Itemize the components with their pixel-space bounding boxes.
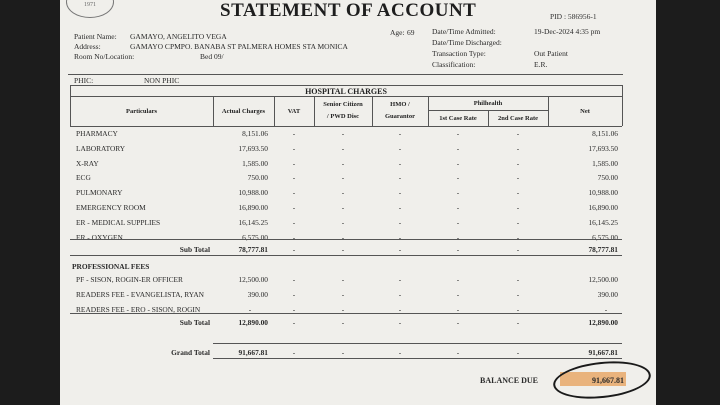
- hospital-row-dash-2: -: [398, 173, 402, 182]
- age-label: Age:: [390, 28, 405, 37]
- classification-label: Classification:: [432, 60, 476, 69]
- hospital-row-dash-0: -: [292, 218, 296, 227]
- hospital-row-name: LABORATORY: [76, 144, 126, 153]
- grand-total-label: Grand Total: [171, 348, 210, 357]
- rule-prof-section: [70, 255, 622, 256]
- col-vat: VAT: [287, 108, 301, 115]
- pid: [550, 12, 597, 21]
- prof-row-dash-4: -: [516, 305, 520, 314]
- hospital-row-dash-3: -: [456, 188, 460, 197]
- col-hmo: HMO /: [390, 101, 410, 108]
- rule-grand-total-top: [213, 343, 622, 344]
- hospital-row-actual: 10,988.00: [238, 188, 268, 197]
- prof-row-net: -: [604, 305, 608, 314]
- transaction-value: Out Patient: [534, 49, 568, 58]
- hospital-row-net: 10,988.00: [588, 188, 618, 197]
- table-right-border: [622, 85, 623, 126]
- prof-row-dash-0: -: [292, 290, 296, 299]
- hospital-row-net: 16,145.25: [588, 218, 618, 227]
- grand-total-dash-2: -: [398, 348, 402, 357]
- prof-subtotal-net: 12,890.00: [588, 318, 618, 327]
- address-label: Address:: [74, 42, 101, 51]
- age-value: 69: [407, 28, 415, 37]
- hospital-row-dash-4: -: [516, 203, 520, 212]
- hospital-subtotal-dash-1: -: [341, 245, 345, 254]
- transaction-label: Transaction Type:: [432, 49, 486, 58]
- hospital-row-dash-3: -: [456, 218, 460, 227]
- hospital-row-net: 17,693.50: [588, 144, 618, 153]
- hospital-row-dash-2: -: [398, 188, 402, 197]
- hospital-row-name: PULMONARY: [76, 188, 123, 197]
- hospital-row-dash-0: -: [292, 144, 296, 153]
- hospital-row-net: 1,585.00: [592, 159, 618, 168]
- prof-row-dash-1: -: [341, 290, 345, 299]
- hospital-row-actual: 16,890.00: [238, 203, 268, 212]
- prof-row-net: 12,500.00: [588, 275, 618, 284]
- prof-row-dash-3: -: [456, 290, 460, 299]
- hospital-row-net: 6,575.00: [592, 233, 618, 242]
- hospital-row-dash-4: -: [516, 159, 520, 168]
- prof-row-dash-0: -: [292, 305, 296, 314]
- hospital-row-dash-1: -: [341, 173, 345, 182]
- hospital-row-dash-1: -: [341, 129, 345, 138]
- prof-row-net: 390.00: [597, 290, 618, 299]
- hospital-row-actual: 6,575.00: [242, 233, 268, 242]
- hospital-subtotal-dash-0: -: [292, 245, 296, 254]
- prof-subtotal-dash-1: -: [341, 318, 345, 327]
- phic-value: NON PHIC: [144, 76, 180, 85]
- room-label: Room No/Location:: [74, 52, 135, 61]
- hospital-row-actual: 1,585.00: [242, 159, 268, 168]
- prof-row-actual: -: [248, 305, 252, 314]
- col-first-case-rate: 1st Case Rate: [439, 115, 477, 122]
- table-top-border: [70, 85, 622, 86]
- col-philhealth: Philhealth: [473, 100, 503, 107]
- col-second-case-rate: 2nd Case Rate: [497, 115, 539, 122]
- hospital-row-dash-4: -: [516, 233, 520, 242]
- hospital-row-dash-2: -: [398, 159, 402, 168]
- circled-annotation: [551, 357, 652, 403]
- hospital-row-dash-2: -: [398, 129, 402, 138]
- hospital-row-dash-2: -: [398, 203, 402, 212]
- rule-top: [68, 74, 623, 75]
- hospital-row-name: ER - MEDICAL SUPPLIES: [76, 218, 161, 227]
- rule-hosp-subtotal: [70, 239, 622, 240]
- rule-prof-subtotal: [70, 313, 622, 314]
- hospital-row-dash-1: -: [341, 159, 345, 168]
- pid-value: 586956-1: [567, 12, 597, 21]
- grand-total: 91,667.81: [238, 348, 268, 357]
- hospital-row-name: ECG: [76, 173, 91, 182]
- hospital-row-name: PHARMACY: [76, 129, 118, 138]
- grand-total-dash-1: -: [341, 348, 345, 357]
- hospital-row-net: 16,890.00: [588, 203, 618, 212]
- hospital-row-dash-3: -: [456, 144, 460, 153]
- classification-value: E.R.: [534, 60, 548, 69]
- prof-row-actual: 390.00: [247, 290, 268, 299]
- seal-text: 1971: [84, 2, 96, 8]
- prof-subtotal: 12,890.00: [238, 318, 268, 327]
- prof-row-dash-3: -: [456, 305, 460, 314]
- hospital-row-dash-4: -: [516, 173, 520, 182]
- hospital-row-dash-0: -: [292, 173, 296, 182]
- hospital-row-name: ER - OXYGEN: [76, 233, 123, 242]
- prof-row-dash-2: -: [398, 275, 402, 284]
- hospital-row-dash-1: -: [341, 203, 345, 212]
- hospital-row-dash-3: -: [456, 159, 460, 168]
- hospital-row-dash-1: -: [341, 188, 345, 197]
- hospital-row-dash-1: -: [341, 233, 345, 242]
- section-title-border: [70, 96, 622, 97]
- col-actual-charges: Actual Charges: [221, 108, 266, 115]
- hospital-row-dash-1: -: [341, 144, 345, 153]
- hospital-row-net: 8,151.06: [592, 129, 618, 138]
- grand-total-dash-3: -: [456, 348, 460, 357]
- hospital-subtotal-dash-3: -: [456, 245, 460, 254]
- discharged-label: Date/Time Discharged:: [432, 38, 502, 47]
- hospital-seal-icon: [66, 0, 114, 18]
- hospital-row-dash-3: -: [456, 129, 460, 138]
- col-net: Net: [580, 108, 590, 115]
- patient-name-label: Patient Name:: [74, 32, 117, 41]
- prof-row-dash-4: -: [516, 290, 520, 299]
- hospital-charges-title: HOSPITAL CHARGES: [305, 87, 387, 96]
- address-value: GAMAYO CPMPO. BANABA ST PALMERA HOMES STA MONICA: [130, 42, 348, 51]
- hospital-row-dash-4: -: [516, 144, 520, 153]
- prof-row-dash-1: -: [341, 305, 345, 314]
- phic-label: PHIC:: [74, 76, 94, 85]
- hospital-row-name: EMERGENCY ROOM: [76, 203, 146, 212]
- hospital-subtotal-dash-4: -: [516, 245, 520, 254]
- prof-row-name: PF - SISON, ROGIN-ER OFFICER: [76, 275, 183, 284]
- page-title: STATEMENT OF ACCOUNT: [220, 0, 477, 21]
- admitted-label: Date/Time Admitted:: [432, 27, 496, 36]
- hospital-row-actual: 8,151.06: [242, 129, 268, 138]
- hospital-row-dash-0: -: [292, 159, 296, 168]
- hospital-row-actual: 16,145.25: [238, 218, 268, 227]
- hospital-row-dash-1: -: [341, 218, 345, 227]
- pid-label: PID :: [550, 12, 567, 21]
- statement-paper: [60, 0, 656, 405]
- hospital-row-dash-4: -: [516, 129, 520, 138]
- col-senior-2: / PWD Disc: [326, 113, 360, 120]
- hospital-row-dash-0: -: [292, 233, 296, 242]
- hospital-row-dash-0: -: [292, 129, 296, 138]
- prof-subtotal-dash-4: -: [516, 318, 520, 327]
- prof-row-dash-1: -: [341, 275, 345, 284]
- patient-name: GAMAYO, ANGELITO VEGA: [130, 32, 227, 41]
- hospital-row-dash-4: -: [516, 188, 520, 197]
- hospital-subtotal-label: Sub Total: [179, 245, 210, 254]
- prof-subtotal-dash-3: -: [456, 318, 460, 327]
- hospital-row-dash-2: -: [398, 144, 402, 153]
- rule-grand-total-bottom: [213, 358, 622, 359]
- hospital-row-name: X-RAY: [76, 159, 99, 168]
- prof-row-actual: 12,500.00: [238, 275, 268, 284]
- hospital-row-dash-2: -: [398, 218, 402, 227]
- room-value: Bed 09/: [200, 52, 224, 61]
- hospital-row-dash-0: -: [292, 188, 296, 197]
- hospital-row-actual: 750.00: [247, 173, 268, 182]
- hospital-subtotal-net: 78,777.81: [588, 245, 618, 254]
- prof-subtotal-dash-2: -: [398, 318, 402, 327]
- prof-row-dash-2: -: [398, 290, 402, 299]
- prof-subtotal-dash-0: -: [292, 318, 296, 327]
- col-senior: Senior Citizen: [323, 101, 363, 108]
- hospital-row-dash-3: -: [456, 203, 460, 212]
- prof-row-name: READERS FEE - ERO - SISON, ROGIN: [76, 305, 201, 314]
- prof-row-dash-3: -: [456, 275, 460, 284]
- header-bottom-border: [70, 126, 622, 127]
- prof-row-dash-0: -: [292, 275, 296, 284]
- col-particulars: Particulars: [125, 108, 158, 115]
- hospital-row-dash-0: -: [292, 203, 296, 212]
- hospital-row-actual: 17,693.50: [238, 144, 268, 153]
- balance-due-value: 91,667.81: [592, 376, 624, 385]
- admitted-value: 19-Dec-2024 4:35 pm: [534, 27, 601, 36]
- hospital-subtotal: 78,777.81: [238, 245, 268, 254]
- prof-row-name: READERS FEE - EVANGELISTA, RYAN: [76, 290, 204, 299]
- grand-total-dash-4: -: [516, 348, 520, 357]
- balance-due-label: BALANCE DUE: [480, 376, 539, 385]
- prof-subtotal-label: Sub Total: [179, 318, 210, 327]
- prof-row-dash-2: -: [398, 305, 402, 314]
- grand-total-dash-0: -: [292, 348, 296, 357]
- hospital-subtotal-dash-2: -: [398, 245, 402, 254]
- hospital-row-dash-3: -: [456, 233, 460, 242]
- hospital-row-dash-4: -: [516, 218, 520, 227]
- grand-total-net: 91,667.81: [588, 348, 618, 357]
- hospital-row-net: 750.00: [597, 173, 618, 182]
- professional-fees-title: PROFESSIONAL FEES: [72, 262, 150, 271]
- hospital-row-dash-2: -: [398, 233, 402, 242]
- col-hmo-2: Guarantor: [385, 113, 415, 120]
- prof-row-dash-4: -: [516, 275, 520, 284]
- hospital-row-dash-3: -: [456, 173, 460, 182]
